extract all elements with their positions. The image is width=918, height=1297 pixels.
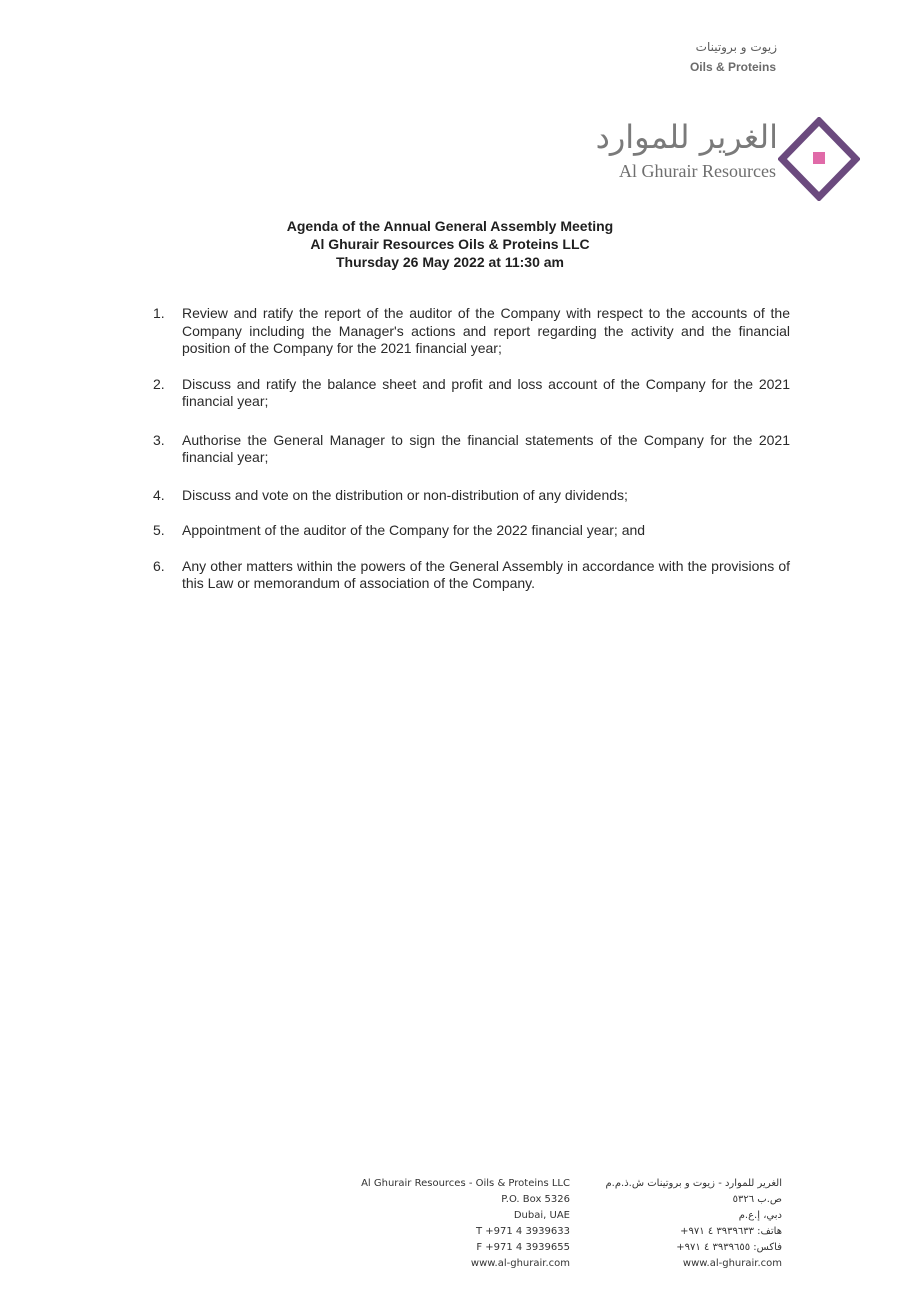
agenda-item-text: Any other matters within the powers of the General Assembly in accordance with the provisions of this Law or memorandum of association of the Company.	[182, 557, 790, 591]
company-name-heading: Al Ghurair Resources Oils & Proteins LLC	[310, 236, 590, 252]
agenda-item-text: Appointment of the auditor of the Company for the 2022 financial year; and	[182, 522, 646, 538]
agenda-item-number: 6.	[153, 557, 165, 574]
footer-english-address	[330, 1176, 570, 1272]
footer-telephone-ar: هاتف: ٣٩٣٩٦٣٣ ٤ ٩٧١+	[680, 1226, 782, 1237]
brand-arabic-small: زيوت و بروتينات	[695, 40, 777, 54]
logo-pink-square	[813, 152, 825, 164]
meeting-date-heading: Thursday 26 May 2022 at 11:30 am	[335, 254, 565, 270]
diamond-logo-icon	[778, 117, 860, 201]
logo-english-wordmark: Al Ghurair Resources	[619, 161, 776, 181]
agenda-list	[150, 305, 790, 593]
footer-website-ar: www.al-ghurair.com	[682, 1258, 782, 1269]
agenda-item-number: 4.	[153, 486, 165, 503]
agenda-title: Agenda of the Annual General Assembly Meeting	[286, 218, 614, 234]
agenda-item-number: 1.	[153, 305, 165, 321]
agenda-item	[150, 305, 790, 358]
agenda-item	[150, 487, 790, 505]
agenda-item-text: Discuss and vote on the distribution or non-distribution of any dividends;	[182, 486, 628, 503]
agenda-item-number: 2.	[153, 375, 165, 392]
agenda-item-number: 5.	[153, 522, 165, 538]
footer-telephone: T +971 4 3939633	[475, 1226, 570, 1237]
footer-fax: F +971 4 3939655	[476, 1242, 570, 1253]
agenda-item	[150, 376, 790, 411]
agenda-item-number: 3.	[153, 431, 165, 448]
brand-english-small: Oils & Proteins	[689, 60, 776, 74]
agenda-item	[150, 432, 790, 467]
logo-arabic-wordmark: الغرير للموارد	[595, 118, 778, 156]
footer-city: Dubai, UAE	[513, 1210, 570, 1221]
footer-company-name: Al Ghurair Resources - Oils & Proteins LLC	[361, 1178, 570, 1189]
agenda-item-text: Discuss and ratify the balance sheet and profit and loss account of the Company for the 2021 financial year;	[182, 375, 790, 409]
footer-po-box-ar: ص.ب ٥٣٢٦	[732, 1194, 782, 1205]
footer-po-box: P.O. Box 5326	[501, 1194, 570, 1205]
agenda-title-block	[180, 217, 720, 271]
agenda-item-text: Authorise the General Manager to sign the financial statements of the Company for the 2021 financial year;	[182, 431, 790, 465]
footer-arabic-address	[592, 1176, 782, 1272]
footer-city-ar: دبي، إ.ع.م	[738, 1210, 782, 1221]
agenda-item	[150, 522, 790, 540]
agenda-item-text: Review and ratify the report of the auditor of the Company with respect to the accounts of the Company including the Manager's actions and report regarding the activity and the financial position of the Company for the 2021 financial year;	[182, 305, 790, 356]
footer-fax-ar: فاكس: ٣٩٣٩٦٥٥ ٤ ٩٧١+	[676, 1242, 782, 1253]
agenda-item	[150, 558, 790, 593]
footer-company-name-ar: الغرير للموارد - زيوت و بروتينات ش.ذ.م.م	[605, 1178, 782, 1189]
footer-website: www.al-ghurair.com	[470, 1258, 570, 1269]
